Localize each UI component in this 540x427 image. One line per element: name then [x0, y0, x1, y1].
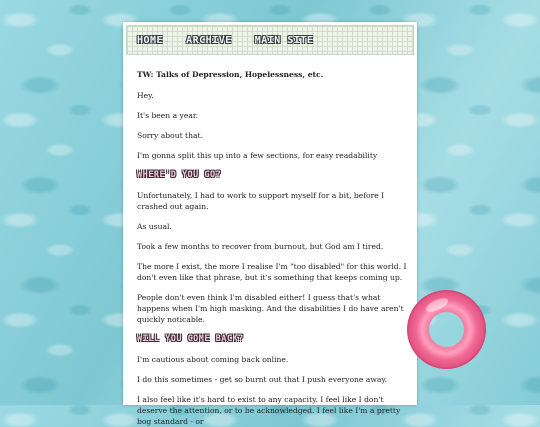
section-heading: WILL YOU COME BACK? [137, 334, 244, 344]
section-heading: WHERE'D YOU GO? [137, 170, 222, 180]
trigger-warning: TW: Talks of Depression, Hopelessness, etc. [137, 70, 324, 79]
paragraph: It's been a year. [137, 111, 199, 120]
nav-archive-link[interactable]: ARCHIVE [186, 34, 232, 46]
paragraph: I'm gonna split this up into a few sections, for easy readability [137, 151, 378, 160]
paragraph: Hey. [137, 91, 154, 100]
paragraph: Unfortunately, I had to work to support myself for a bit, before I crashed out again. [137, 191, 385, 211]
paragraph: Took a few months to recover from burnout, but God am I tired. [137, 242, 384, 251]
paragraph: I'm cautious about coming back online. [137, 355, 289, 364]
blog-page [123, 22, 417, 426]
nav-home-link[interactable]: HOME [137, 34, 164, 46]
paragraph: Sorry about that. [137, 131, 203, 140]
paragraph: I do this sometimes - get so burnt out that I push everyone away. [137, 375, 388, 384]
post-content [123, 55, 417, 427]
nav-main-site-link[interactable]: MAIN SITE [254, 34, 314, 46]
paragraph: People don't even think I'm disabled either! I guess that's what happens when I'm high masking. And the disabilities I do have aren't quickly noticable. [137, 293, 404, 324]
paragraph: I also feel like it's hard to exist to any capacity. I feel like I don't deserve the attention, or to be acknowledged. I feel like I'm a pretty bog standard - or [137, 395, 401, 426]
nav-bar [126, 25, 414, 55]
paragraph: The more I exist, the more I realise I'm "too disabled" for this world. I don't even like that phrase, but it's something that keeps coming up. [137, 262, 407, 282]
paragraph: As usual. [137, 222, 172, 231]
